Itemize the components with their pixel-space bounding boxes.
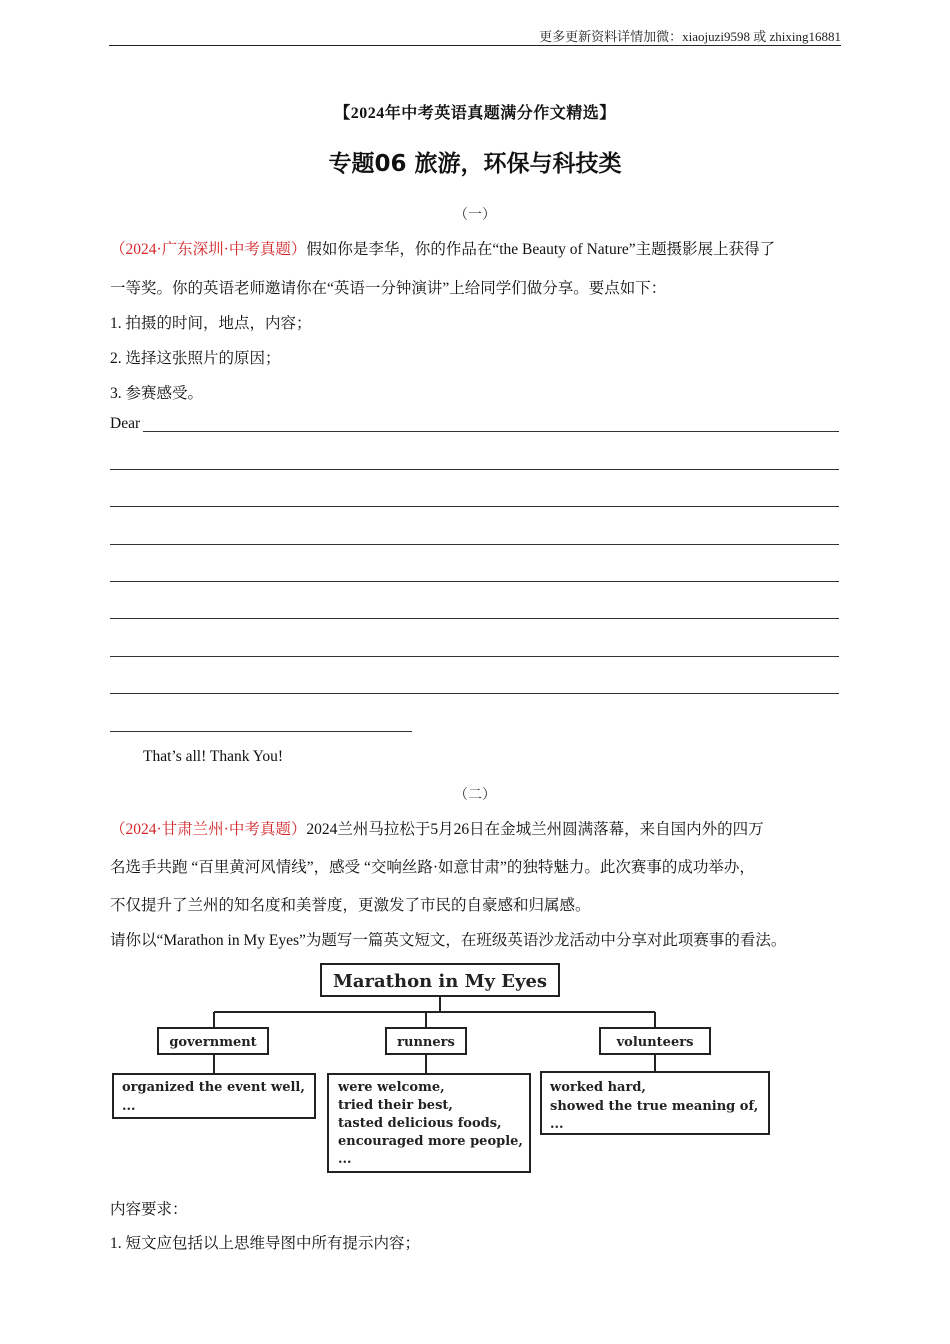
q1-prompt-text: 假如你是李华，你的作品在“the Beauty of Nature”主题摄影展上获得了 (306, 241, 776, 258)
writing-line (110, 656, 839, 657)
q2-prompt-line2: 名选手共跑 “百里黄河风情线”，感受 “交响丝路·如意甘肃”的独特魅力。此次赛事的成功举办， (110, 859, 755, 876)
q1-point-1: 1. 拍摄的时间，地点，内容； (110, 315, 312, 332)
q1-prompt-line2: 一等奖。你的英语老师邀请你在“英语一分钟演讲”上给同学们做分享。要点如下： (110, 280, 667, 297)
branch-label-runners: runners (397, 1035, 455, 1050)
writing-line (143, 431, 839, 432)
government-item: ... (122, 1099, 136, 1114)
q2-requirements-label: 内容要求： (110, 1201, 188, 1218)
mind-map-root: Marathon in My Eyes (332, 971, 548, 992)
q1-point-2: 2. 选择这张照片的原因； (110, 350, 281, 367)
q2-prompt-line3: 不仅提升了兰州的知名度和美誉度，更激发了市民的自豪感和归属感。 (110, 897, 591, 914)
writing-line (110, 544, 839, 545)
q2-source: （2024·甘肃兰州·中考真题） (110, 821, 307, 838)
writing-line (110, 581, 839, 582)
branch-label-volunteers: volunteers (616, 1035, 694, 1050)
header-divider (109, 45, 841, 46)
government-item: organized the event well, (122, 1080, 305, 1095)
writing-line (110, 618, 839, 619)
page-title: 专题06 旅游，环保与科技类 (328, 151, 622, 177)
q1-source: （2024·广东深圳·中考真题） (110, 241, 307, 258)
volunteers-item: worked hard, (550, 1080, 646, 1095)
section-number-1: （一） (454, 208, 496, 223)
q1-point-3: 3. 参赛感受。 (110, 385, 204, 402)
runners-item: tried their best, (338, 1098, 453, 1113)
section-number-2: （二） (454, 788, 496, 803)
branch-label-government: government (169, 1035, 257, 1050)
runners-item: encouraged more people, (338, 1134, 523, 1149)
q1-prompt-line1 (110, 237, 775, 259)
q2-prompt-line4: 请你以“Marathon in My Eyes”为题写一篇英文短文，在班级英语沙龙活动中分享对此项赛事的看法。 (110, 932, 787, 949)
q2-prompt-line1 (110, 817, 764, 839)
volunteers-item: ... (550, 1117, 564, 1132)
runners-item: ... (338, 1152, 352, 1167)
header-note: 更多更新资料详情加微：xiaojuzi9598 或 zhixing16881 (539, 29, 841, 44)
writing-line (110, 506, 839, 507)
writing-line-short (110, 731, 412, 732)
mind-map (110, 960, 780, 1183)
writing-line (110, 693, 839, 694)
doc-subtitle: 【2024年中考英语真题满分作文精选】 (334, 105, 616, 122)
writing-line (110, 469, 839, 470)
runners-item: tasted delicious foods, (338, 1116, 502, 1131)
runners-item: were welcome, (338, 1080, 445, 1095)
volunteers-item: showed the true meaning of, (550, 1099, 759, 1114)
q2-requirement-1: 1. 短文应包括以上思维导图中所有提示内容； (110, 1235, 421, 1252)
q2-prompt-text: 2024兰州马拉松于5月26日在金城兰州圆满落幕，来自国内外的四万 (306, 821, 764, 838)
q1-salutation: Dear (110, 415, 141, 432)
q1-closing: That’s all! Thank You! (143, 748, 284, 765)
